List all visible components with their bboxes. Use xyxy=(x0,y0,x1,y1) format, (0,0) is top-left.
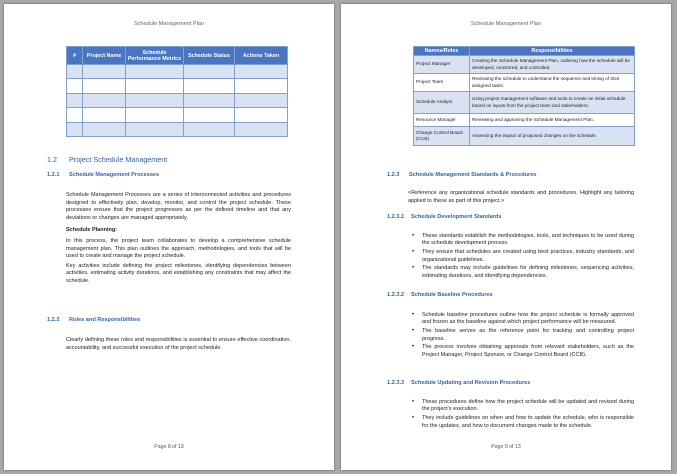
table-row xyxy=(414,114,635,127)
paragraph: <Reference any organizational schedule standards and procedures. Highlight any tailoring applied to these as part of this project.> xyxy=(408,190,634,204)
role-cell: Change Control Board (CCB) xyxy=(414,127,470,146)
paragraph: Key activities include defining the project milestones, identifying dependencies between activities, estimating activity durations, and establishing any constraints that may affect the schedule. xyxy=(66,262,291,284)
list-item: • Schedule baseline procedures outline how the project schedule is formally approved and frozen as the baseline against which project performance will be measured. xyxy=(408,312,634,327)
list-item: • These standards establish the methodologies, tools, and techniques to be used during the schedule development process. xyxy=(408,233,634,248)
responsibility-cell: Reviewing the schedule to understand the sequence and timing of their assigned tasks. xyxy=(470,74,635,92)
section-title: Schedule Management Standards & Procedures xyxy=(409,172,537,178)
section-heading-1-2 xyxy=(47,155,167,164)
role-cell: Resource Manager xyxy=(414,114,470,127)
roles-responsibilities-table xyxy=(413,46,635,146)
section-heading-1-2-2 xyxy=(47,317,140,323)
table-header-actions-taken: Actions Taken xyxy=(235,47,288,65)
list-item: • They include guidelines on when and how to update the schedule, who is responsible for the updates, and how to document changes made to the schedule. xyxy=(408,415,634,430)
section-title: Project Schedule Management xyxy=(69,155,168,164)
updating-procedures-list xyxy=(408,399,634,431)
page-footer: Page 9 of 13 xyxy=(491,444,521,450)
role-cell: Project Manager xyxy=(414,56,470,74)
baseline-procedures-list xyxy=(408,312,634,360)
responsibility-cell: Reviewing and approving the Schedule Management Plan. xyxy=(470,114,635,127)
table-row xyxy=(414,56,635,74)
roles-body xyxy=(66,337,291,352)
processes-body xyxy=(66,192,291,286)
section-heading-1-2-3-3 xyxy=(387,380,530,386)
table-header-project-name: Project Name xyxy=(83,47,126,65)
list-item: • The standards may include guidelines for defining milestones, sequencing activities, estimating durations, and identifying dependencies. xyxy=(408,265,634,280)
page-header: Schedule Management Plan xyxy=(133,21,205,27)
list-item: • These procedures define how the project schedule will be updated and revised during the project's execution. xyxy=(408,399,634,414)
paragraph: Clearly defining these roles and responsibilities is essential to ensure effective coordination, accountability, and successful execution of the project schedule. xyxy=(66,337,291,351)
table-row xyxy=(414,127,635,146)
development-standards-list xyxy=(408,233,634,281)
section-title: Schedule Development Standards xyxy=(411,214,502,220)
responsibility-cell: Assessing the impact of proposed changes on the schedule. xyxy=(470,127,635,146)
table-row xyxy=(67,79,288,93)
section-heading-1-2-3 xyxy=(387,172,536,178)
role-cell: Schedule Analyst xyxy=(414,92,470,114)
list-item: • The baseline serves as the reference point for tracking and controlling project progress. xyxy=(408,328,634,343)
section-heading-1-2-3-2 xyxy=(387,292,493,298)
section-title: Schedule Management Processes xyxy=(69,172,160,178)
section-title: Roles and Responsibilities xyxy=(69,317,141,323)
table-header-number: # xyxy=(67,47,83,65)
responsibility-cell: Using project management software and tools to create an initial schedule based on inputs from the project team and stakeholders. xyxy=(470,92,635,114)
document-page-8 xyxy=(4,4,334,470)
page-header: Schedule Management Plan xyxy=(470,21,542,27)
section-number: 1.2.3 xyxy=(387,172,400,178)
page-footer: Page 8 of 13 xyxy=(154,444,184,450)
section-heading-1-2-3-1 xyxy=(387,214,501,220)
table-row xyxy=(414,74,635,92)
planning-label: Schedule Planning: xyxy=(66,227,118,234)
list-item: • The process involves obtaining approvals from relevant stakeholders, such as the Project Manager, Project Sponsor, or Change Control Board (CCB). xyxy=(408,344,634,359)
table-header-names-roles: Names/Roles xyxy=(414,47,470,56)
document-page-9 xyxy=(341,4,671,470)
role-cell: Project Team xyxy=(414,74,470,92)
table-row xyxy=(67,65,288,79)
schedule-metrics-table xyxy=(66,46,288,137)
table-row xyxy=(414,92,635,114)
table-header-performance-metrics: Schedule Performance Metrics xyxy=(126,47,184,65)
table-row xyxy=(67,93,288,107)
responsibility-cell: Creating the Schedule Management Plan, outlining how the schedule will be developed, monitored, and controlled. xyxy=(470,56,635,74)
section-number: 1.2.3.3 xyxy=(387,380,405,386)
table-row xyxy=(67,122,288,136)
table-row xyxy=(67,108,288,122)
section-title: Schedule Baseline Procedures xyxy=(411,292,493,298)
paragraph: Schedule Management Processes are a series of interconnected activities and procedures designed to effectively plan, develop, monitor, and control the project schedule. These processes ensure that the project progresses as per the defined timeline and that any deviations or changes are managed appropriately. xyxy=(66,192,291,221)
section-heading-1-2-1 xyxy=(47,172,159,178)
table-header-schedule-status: Schedule Status xyxy=(184,47,235,65)
section-number: 1.2.3.1 xyxy=(387,214,405,220)
section-number: 1.2.2 xyxy=(47,317,60,323)
paragraph: In this process, the project team collaborates to develop a comprehensive schedule management plan. This plan outlines the approach, methodologies, and tools that will be used to create and manage the project schedule. xyxy=(66,237,291,260)
section-number: 1.2.3.2 xyxy=(387,292,405,298)
standards-reference xyxy=(408,190,634,205)
section-number: 1.2 xyxy=(47,155,57,164)
table-header-responsibilities: Responsibilities xyxy=(470,47,635,56)
section-title: Schedule Updating and Revision Procedures xyxy=(411,380,531,386)
list-item: • They ensure that schedules are created using best practices, industry standards, and organizational guidelines. xyxy=(408,249,634,264)
section-number: 1.2.1 xyxy=(47,172,60,178)
